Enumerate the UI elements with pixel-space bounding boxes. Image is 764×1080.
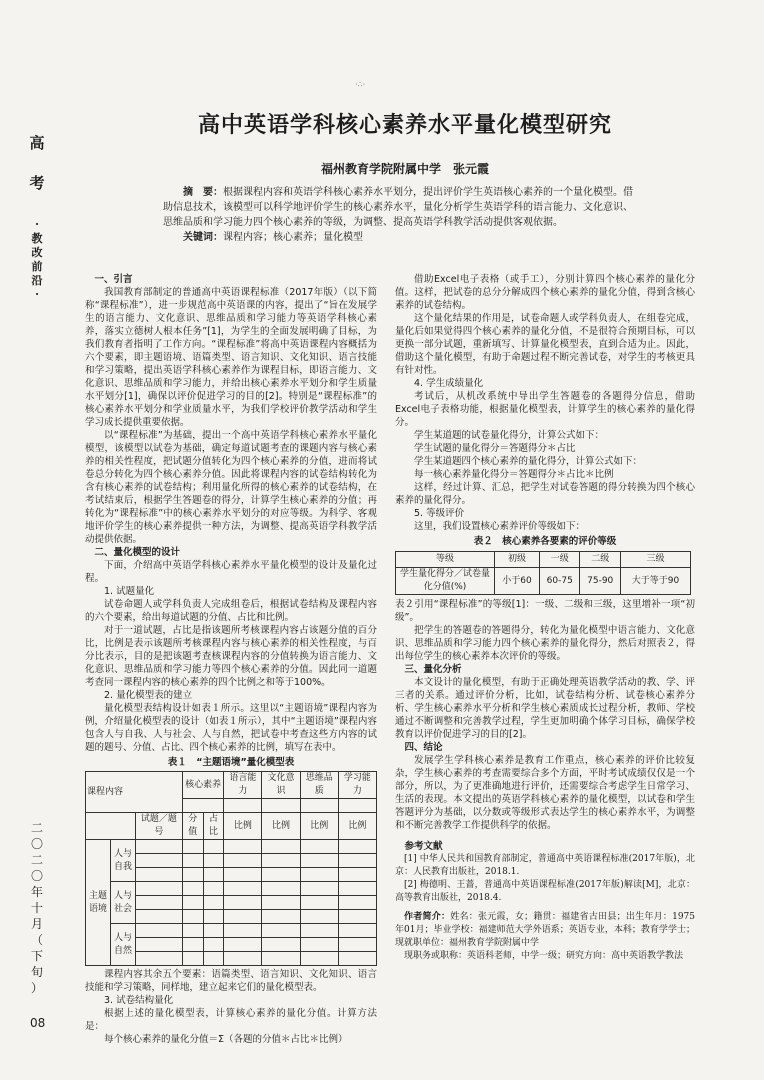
paragraph: 试卷命题人或学科负责人完成组卷后，根据试卷结构及课程内容的六个要素，给出每道试题的分值、占比和比例。 [85, 599, 377, 623]
table2-header: 二级 [580, 552, 620, 568]
table1-row-label: 人与自然 [111, 924, 136, 966]
paragraph: 发展学生学科核心素养是教育工作重点，核心素养的评价比较复杂，学生核心素养的考查需要综合多个方面，平时考试成绩仅仅是一个部分，所以，为了更准确地进行评价，还需要综合考虑学生日常学习、生活的表现。本文提出的英语学科核心素养的量化模型，以试卷和学生答题评分为基础，以分数或等级形式表达学生的核心素养水平，为调整和不断完善教学工作提供科学的依据。 [395, 755, 695, 831]
table1-subheader: 试题／题号 [136, 813, 183, 840]
date-char: 月 [30, 917, 43, 931]
section-heading: 二、量化模型的设计 [94, 547, 181, 558]
date-char: 二 [30, 853, 43, 867]
subsection-heading: 4. 学生成绩量化 [414, 378, 484, 389]
table1-empty [224, 799, 262, 813]
author-position: 现职务或职称：英语科老师，中学一级；研究方向：高中英语教学教法 [404, 951, 684, 961]
paragraph: 学生某道题四个核心素养的量化得分，计算公式如下： [414, 456, 643, 467]
table1-group-label: 主题语境 [86, 840, 111, 966]
table1-subheader: 占比 [203, 813, 224, 840]
table1-quantification-model [85, 771, 377, 966]
author-bio [395, 911, 695, 950]
paragraph: 考试后，从机改系统中导出学生答题卷的各题得分信息，借助Excel电子表格功能，根据量化模型表，计算学生的核心素养的量化得分。 [395, 391, 695, 428]
table1-header-col: 学习能力 [338, 772, 376, 799]
paragraph: 把学生的答题卷的答题得分，转化为量化模型中语言能力、文化意识、思维品质和学习能力四个核心素养的量化得分，然后对照表２，得出每位学生的核心素养本次评价的等级。 [395, 625, 695, 662]
date-char: 〇 [30, 869, 43, 883]
table2-value: 75-90 [580, 568, 620, 595]
section-char: · [35, 288, 39, 301]
table1-empty [182, 799, 223, 813]
references [395, 853, 695, 963]
paragraph: 量化模型表结构设计如表１所示。这里以“主题语境”课程内容为例，介绍量化模型表的设计（如表１所示），其中“主题语境”课程内容包含人与自我、人与社会、人与自然，把试卷中考查这些方内容的试题的题号、分值、占比、四个核心素养的比例，填写在表中。 [85, 703, 377, 753]
table1-subheader: 分值 [182, 813, 203, 840]
date-char: 二 [30, 821, 43, 835]
keywords-label: 关键词： [183, 232, 223, 243]
paragraph: 我国教育部制定的普通高中英语课程标准（2017年版）（以下简称“课程标准”），进一步规范高中英语课的内容，提出了“旨在发展学生的语言能力、文化意识、思维品质和学习能力等英语学科核心素养，落实立德树人根本任务”[1]，为学生的全面发展明确了目标，为我们教育者指明了工作方向。“课程标准”将高中英语课程内容概括为六个要素，即主题语境、语篇类型、语言知识、文化知识、语言技能和学习策略，提出英语学科核心素养作为课程目标，即语言能力、文化意识、思维品质和学习能力，并给出核心素养水平划分和学生质量水平划分[1]，确保以评价促进学习的目的[2]。特别是“课程标准”的核心素养水平划分和学业质量水平，为我们学校评价教学活动和学生学习成长提供重要依据。 [85, 287, 377, 428]
table1-header-col: 语言能力 [224, 772, 262, 799]
section-char: 前 [31, 260, 43, 273]
table1-empty [338, 799, 376, 813]
table2-evaluation-levels [395, 551, 691, 595]
author-affiliation: 福州教育学院附属中学 张元霞 [320, 162, 489, 176]
journal-char: 高 [29, 134, 45, 152]
table2-header: 三级 [620, 552, 690, 568]
paragraph: 这个量化结果的作用是，试卷命题人或学科负责人，在组卷完成，量化后如果觉得四个核心素养的量化分值，不是很符合预期目标，可以更换一部分试题，重新填写、计算量化模型表，直到合适为止。因此，借助这个量化模型，有助于命题过程不断完善试卷，对学生的考核更具有针对性。 [395, 313, 695, 376]
paragraph: 以“课程标准”为基础，提出一个高中英语学科核心素养水平量化模型，该模型以试卷为基础，确定每道试题考查的课题内容与核心素养的相关性程度，把试题分值转化为四个核心素养的分值，进而将试卷总分转化为四个核心素养分值。因此将课程内容的试卷结构转化为含有核心素养的试卷结构；利用量化所得的核心素养的试卷结构，在考试结束后，根据学生答题卷的得分，计算学生核心素养的分值；再转化为“课程标准”中的核心素养水平划分的对应等级。为科学、客观地评价学生的核心素养提供一种方法，为调整、提高英语学科教学活动提供依据。 [85, 430, 377, 545]
table1-caption: 表１ “主题语境”量化模型表 [167, 757, 295, 768]
reference-item: [2] 梅德明、王蔷，普通高中英语课程标准(2017年版)解读[M]，北京：高等教育出版社，2018.4. [395, 880, 695, 903]
journal-char: 考 [29, 174, 45, 192]
section-name-vertical [26, 218, 48, 302]
subsection-heading: 2. 量化模型表的建立 [104, 690, 193, 701]
subsection-heading: 1. 试题量化 [104, 586, 155, 597]
table1-empty [86, 813, 136, 840]
date-char: 旬 [30, 965, 43, 979]
abstract [163, 185, 633, 245]
abstract-text: 根据课程内容和英语学科核心素养水平划分，提出评价学生英语核心素养的一个量化模型。借助信息技术，该模型可以科学地评价学生的核心素养水平，量化分析学生英语学科的语言能力、文化意识、思维品质和学习能力四个核心素养的等级，为调整、提高英语学科教学活动提供客观依据。 [163, 187, 633, 228]
table2-value: 大于等于90 [620, 568, 690, 595]
section-heading: 四、结论 [404, 742, 443, 753]
date-char: 十 [30, 901, 43, 915]
table2-header: 一级 [540, 552, 580, 568]
formula: 每一核心素养量化得分＝答题得分＊占比＊比例 [414, 469, 614, 480]
section-heading: 三、量化分析 [404, 664, 462, 675]
table1-header-core: 核心素养 [182, 772, 223, 799]
keywords-text: 课程内容；核心素养；量化模型 [223, 232, 363, 243]
formula: 学生试题的量化得分＝答题得分＊占比 [414, 443, 576, 454]
paragraph: 这样，经过计算、汇总，把学生对试卷答题的得分转换为四个核心素养的量化得分。 [395, 482, 695, 506]
reference-item: [1] 中华人民共和国教育部制定，普通高中英语课程标准(2017年版)，北京：人民教育出版社，2018.1. [395, 854, 695, 877]
paragraph: 借助Excel电子表格（或手工），分别计算四个核心素养的量化分值。这样，把试卷的总分分解成四个核心素养的量化分值，得到含核心素养的试卷结构。 [395, 274, 695, 311]
table1-row-label: 人与自我 [111, 840, 136, 882]
subsection-heading: 5. 等级评价 [414, 508, 465, 519]
date-char: （ [30, 933, 43, 947]
table2-value: 小于60 [495, 568, 540, 595]
formula: 每个核心素养的量化分值＝Σ（各题的分值＊占比＊比例） [104, 1034, 348, 1045]
scan-mark: ·∴· [355, 80, 366, 89]
date-char: ） [30, 981, 43, 995]
date-char: 年 [30, 885, 43, 899]
abstract-label: 摘 要： [183, 187, 223, 198]
author-bio-text: 姓名：张元霞，女；籍贯：福建省古田县；出生年月：1975年01月；毕业学校：福建师范大学外语系；英语专业，本科；教育学学士；现就职单位：福州教育学院附属中学 [395, 912, 695, 948]
issue-date-vertical [26, 820, 48, 996]
section-char: · [35, 218, 39, 231]
table1-subheader: 比例 [300, 813, 338, 840]
table1-subheader: 比例 [262, 813, 300, 840]
table1-subheader: 比例 [224, 813, 262, 840]
paragraph: 下面，介绍高中英语学科核心素养水平量化模型的设计及量化过程。 [85, 560, 377, 584]
table1-header-col: 文化意识 [262, 772, 300, 799]
paragraph: 本文设计的量化模型，有助于正确处理英语教学活动的教、学、评三者的关系。通过评价分析，比如，试卷结构分析、试卷核心素养分析、学生核心素养水平分析和学生核心素质成长过程分析，教师、学校通过不断调整和完善教学过程，学生更加明确个体学习目标，确保学校教育以评价促进学习的目的[2]。 [395, 677, 695, 740]
author-bio-label: 作者简介： [404, 912, 451, 922]
paragraph: 课程内容其余五个要素：语篇类型、语言知识、文化知识、语言技能和学习策略，同样地，建立起来它们的量化模型表。 [85, 969, 377, 993]
subsection-heading: 3. 试卷结构量化 [104, 995, 174, 1006]
journal-name-vertical [26, 132, 48, 194]
section-char: 教 [31, 232, 43, 245]
references-heading: 参考文献 [404, 841, 443, 852]
table1-empty [262, 799, 300, 813]
date-char: 下 [30, 949, 43, 963]
paragraph: 对于一道试题，占比是指该题所考核课程内容占该题分值的百分比，比例是表示该题所考核课程内容与核心素养的相关性程度，与百分比表示，目的是把该题考查核课程内容的分值转换为语言能力、文化意识、思维品质和学习能力等四个核心素养的分值。因此同一道题考查同一课程内容的核心素养的四个比例之和等于100%。 [85, 625, 377, 688]
paragraph: 学生某道题的试卷量化得分，计算公式如下： [414, 430, 605, 441]
date-char: 〇 [30, 837, 43, 851]
table2-header: 初级 [495, 552, 540, 568]
paragraph: 表２引用“课程标准”的等级[1]：一级、二级和三级，这里增补一项“初级”。 [395, 599, 695, 623]
table2-value: 60-75 [540, 568, 580, 595]
section-char: 沿 [31, 274, 43, 287]
article-title: 高中英语学科核心素养水平量化模型研究 [197, 113, 612, 138]
left-column [85, 273, 377, 1046]
right-column [395, 273, 695, 963]
table2-caption: 表２ 核心素养各要素的评价等级 [473, 536, 617, 547]
section-char: 改 [31, 246, 43, 259]
table2-header: 等级 [396, 552, 495, 568]
page-number: 08 [30, 1016, 46, 1030]
paragraph: 这里，我们设置核心素养评价等级如下： [414, 521, 586, 532]
paragraph: 根据上述的量化模型表，计算核心素养的量化分值。计算方法是： [85, 1008, 377, 1032]
table1-row-label: 人与社会 [111, 882, 136, 924]
section-heading: 一、引言 [94, 274, 133, 285]
table2-row-label: 学生量化得分／试卷量化分值(%) [396, 568, 495, 595]
table1-subheader: 比例 [338, 813, 376, 840]
table1-empty [300, 799, 338, 813]
table1-header-col: 思维品质 [300, 772, 338, 799]
table1-header-course: 课程内容 [86, 772, 183, 813]
